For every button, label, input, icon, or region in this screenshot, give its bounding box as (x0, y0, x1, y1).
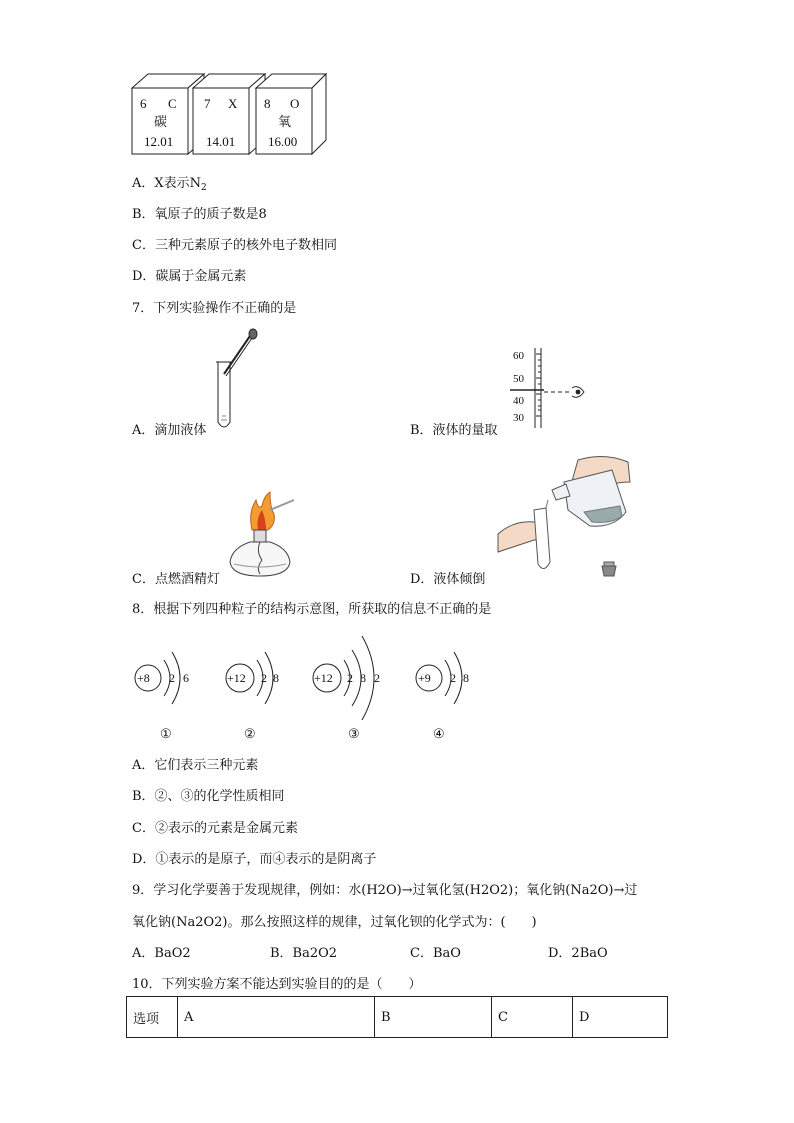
q9-option-d: D．2BaO (548, 946, 608, 961)
card-1-number: 6 (140, 96, 147, 111)
particle-1-nucleus: +8 (137, 671, 150, 685)
table-header-a: A (178, 997, 375, 1038)
q6-option-c: C．三种元素原子的核外电子数相同 (132, 238, 337, 253)
particle-3-shell-2: 8 (360, 671, 366, 685)
table-header-b: B (375, 997, 492, 1038)
q8-option-b: B．②、③的化学性质相同 (132, 789, 285, 804)
table-header-option: 选项 (127, 997, 178, 1038)
particle-2-shell-1: 2 (261, 671, 267, 685)
q7-stem: 7．下列实验操作不正确的是 (132, 301, 297, 316)
particle-2-shell-2: 8 (273, 671, 279, 685)
liquid-pouring-illustration (494, 452, 634, 582)
q9-option-c: C．BaO (410, 946, 461, 961)
cylinder-mark-30: 30 (513, 412, 524, 424)
particle-3-shell-1: 2 (347, 671, 353, 685)
q7-option-b: B．液体的量取 (410, 423, 498, 438)
table-header-d: D (573, 997, 668, 1038)
q9-option-b: B．Ba2O2 (270, 946, 338, 961)
card-2-symbol: X (228, 96, 238, 111)
cylinder-mark-50: 50 (513, 373, 524, 385)
particle-4-shell-2: 8 (463, 671, 469, 685)
card-1-name: 碳 (154, 114, 168, 129)
particle-2-nucleus: +12 (227, 671, 246, 685)
q8-stem: 8．根据下列四种粒子的结构示意图，所获取的信息不正确的是 (132, 602, 492, 617)
particle-1-shell-1: 2 (169, 671, 175, 685)
q9-stem-line-1: 9．学习化学要善于发现规律，例如：水(H2O)→过氧化氢(H2O2)；氧化钠(Na2O)→过 (132, 883, 638, 898)
card-3-mass: 16.00 (268, 134, 298, 149)
q7-option-a: A．滴加液体 (132, 423, 207, 438)
card-3-name: 氧 (278, 114, 292, 129)
q8-option-d: D．①表示的是原子，而④表示的是阴离子 (132, 852, 377, 867)
particle-2-label: ② (244, 726, 256, 741)
card-1-symbol: C (168, 96, 177, 111)
element-cards-figure (128, 66, 338, 160)
card-3-number: 8 (264, 96, 271, 111)
q10-stem: 10．下列实验方案不能达到实验目的的是（ ） (132, 977, 422, 992)
particle-1-shell-2: 6 (183, 671, 189, 685)
particle-3-nucleus: +12 (314, 671, 333, 685)
cylinder-mark-60: 60 (513, 350, 524, 362)
card-1-mass: 12.01 (144, 134, 174, 149)
q7-option-c: C．点燃酒精灯 (132, 572, 220, 587)
alcohol-lamp-illustration (226, 490, 298, 582)
q8-option-c: C．②表示的元素是金属元素 (132, 821, 298, 836)
particle-4-label: ④ (433, 726, 445, 741)
particle-3-label: ③ (348, 726, 360, 741)
q10-options-table (126, 996, 668, 1038)
card-2-mass: 14.01 (206, 134, 236, 149)
q9-option-a: A．BaO2 (132, 946, 191, 961)
particle-3-shell-3: 2 (374, 671, 380, 685)
table-row (127, 997, 668, 1038)
q6-option-d: D．碳属于金属元素 (132, 269, 247, 284)
particle-4-nucleus: +9 (418, 671, 431, 685)
graduated-cylinder-illustration (508, 344, 592, 434)
q6-option-a: A．X表示$N_2$ (132, 176, 207, 193)
particle-structure-diagrams (126, 630, 486, 746)
q7-option-d: D．液体倾倒 (410, 572, 486, 587)
table-header-c: C (492, 997, 573, 1038)
card-3-symbol: O (290, 96, 300, 111)
q9-stem-line-2: 氧化钠(Na2O2)。那么按照这样的规律，过氧化钡的化学式为：( ) (132, 915, 537, 930)
particle-1-label: ① (160, 726, 172, 741)
cylinder-mark-40: 40 (513, 395, 524, 407)
card-2-number: 7 (204, 96, 211, 111)
q6-option-b: B．氧原子的质子数是8 (132, 207, 267, 222)
dropper-test-tube-illustration (212, 326, 262, 434)
q8-option-a: A．它们表示三种元素 (132, 758, 259, 773)
particle-4-shell-1: 2 (450, 671, 456, 685)
